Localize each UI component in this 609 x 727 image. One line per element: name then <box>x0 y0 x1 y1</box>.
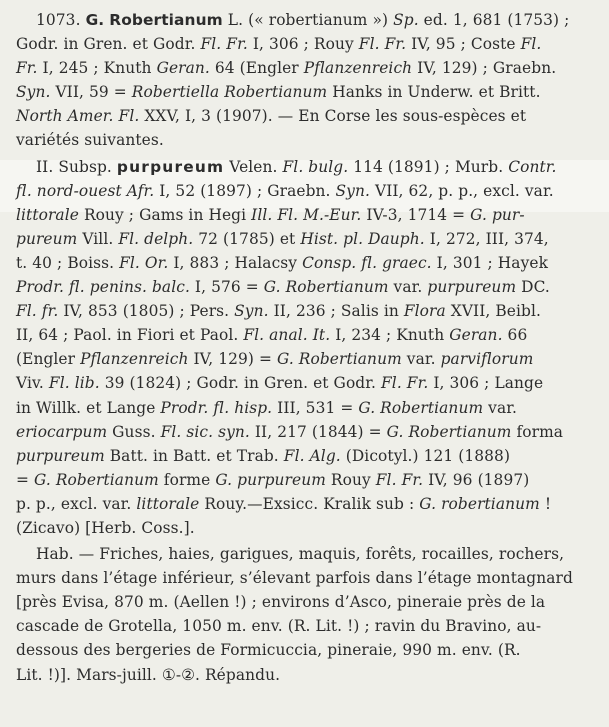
italic-citation: Syn. <box>335 181 370 200</box>
italic-citation: Prodr. fl. hisp. <box>160 398 273 417</box>
text-run: Godr. in Gren. et Godr. <box>16 35 201 54</box>
text-run: = <box>16 470 34 489</box>
text-run: Velen. <box>224 157 283 176</box>
text-line <box>16 396 605 420</box>
italic-citation: fl. nord-ouest Afr. <box>16 181 155 200</box>
italic-citation: Consp. fl. graec. <box>302 253 432 272</box>
text-run: I, 245 ; Knuth <box>37 59 157 78</box>
text-line <box>16 347 605 371</box>
text-run: IV, 95 ; Coste <box>406 35 521 54</box>
italic-citation: eriocarpum <box>16 422 108 441</box>
italic-citation: Pflanzenreich <box>80 350 189 369</box>
italic-citation: Fl. Or. <box>119 253 169 272</box>
text-run: I, 52 (1897) ; Graebn. <box>154 181 336 200</box>
text-run: I, 234 ; Knuth <box>330 326 450 345</box>
text-run: I, 301 ; Hayek <box>431 253 549 272</box>
text-run: 72 (1785) et <box>193 229 301 248</box>
text-run: p. p., excl. var. <box>16 494 137 513</box>
italic-citation: purpureum <box>16 446 105 465</box>
species-entry-paragraph <box>16 8 605 153</box>
text-run: II, 236 ; Salis in <box>268 302 404 321</box>
text-run: Vill. <box>77 229 119 248</box>
text-run: cascade de Grotella, 1050 m. env. (R. Lit. !) ; ravin du Bravino, au- <box>16 617 542 636</box>
italic-citation: Ill. Fl. M.-Eur. <box>251 205 362 224</box>
text-run: IV, 129) ; Graebn. <box>412 59 557 78</box>
italic-citation: Geran. <box>156 59 210 78</box>
entry-number: 1073. <box>36 11 81 29</box>
italic-citation: G. purpureum <box>215 470 326 489</box>
text-line <box>16 227 605 251</box>
text-run: VII, 59 = <box>50 83 132 102</box>
text-line <box>16 299 605 323</box>
text-run: I, 272, III, 374, <box>424 229 549 248</box>
entry-heading-line <box>16 8 605 32</box>
genus-abbr: G. <box>85 11 105 29</box>
habitat-paragraph <box>16 542 605 687</box>
text-run: IV-3, 1714 = <box>361 205 471 224</box>
text-run: XXV, I, 3 (1907). — En Corse les sous-espèces et <box>139 107 527 126</box>
original-spelling: (« robertianum ») <box>248 11 389 29</box>
subspecies-prefix: II. Subsp. <box>36 157 112 176</box>
text-line <box>16 104 605 128</box>
text-run: 39 (1824) ; Godr. in Gren. et Godr. <box>99 374 382 393</box>
italic-citation: littorale <box>136 494 200 513</box>
subspecies-name: purpureum <box>116 157 225 176</box>
text-run: II, 64 ; Paol. in Fiori et Paol. <box>16 326 244 345</box>
italic-citation: Hist. pl. Dauph. <box>300 229 425 248</box>
italic-citation: G. Robertianum <box>276 350 402 369</box>
italic-citation: littorale <box>16 205 79 224</box>
text-run: DC. <box>516 278 550 297</box>
text-run: Hanks in Underw. et Britt. <box>327 83 541 102</box>
text-run: t. 40 ; Boiss. <box>16 253 120 272</box>
entry-heading-rest <box>393 11 569 29</box>
text-line <box>16 638 605 662</box>
italic-citation: G. pur- <box>470 205 525 224</box>
italic-citation: Fl. bulg. <box>282 157 349 176</box>
text-run: IV, 853 (1805) ; Pers. <box>58 302 235 321</box>
italic-citation: Fl. anal. It. <box>243 326 331 345</box>
text-line <box>16 468 605 492</box>
text-line <box>16 179 605 203</box>
italic-citation: G. Robertianum <box>386 422 512 441</box>
text-line <box>16 590 605 614</box>
species-name: Robertianum <box>109 11 223 29</box>
text-run: Rouy ; Gams in Hegi <box>78 205 252 224</box>
text-line <box>16 516 605 540</box>
text-run: IV, 96 (1897) <box>423 470 530 489</box>
text-run: [près Evisa, 870 m. (Aellen !) ; environs d’Asco, pineraie près de la <box>16 593 546 612</box>
italic-citation: Fl. delph. <box>118 229 194 248</box>
text-line <box>16 275 605 299</box>
italic-citation: Fl. <box>520 35 542 54</box>
italic-citation: Flora <box>403 302 446 321</box>
subspecies-heading-rest <box>224 158 556 176</box>
text-run: var. <box>483 398 517 417</box>
italic-citation: G. Robertianum <box>263 278 389 297</box>
text-run: 66 <box>502 326 528 345</box>
italic-citation: G. robertianum <box>419 494 540 513</box>
italic-citation: Fl. Fr. <box>358 35 407 54</box>
text-line <box>16 128 605 152</box>
text-line <box>16 566 605 590</box>
text-run: (Dicotyl.) 121 (1888) <box>340 446 511 465</box>
text-run: var. <box>388 278 428 297</box>
text-line <box>16 56 605 80</box>
text-line <box>16 251 605 275</box>
text-run: III, 531 = <box>272 398 359 417</box>
text-run: 114 (1891) ; Murb. <box>348 157 509 176</box>
text-line <box>16 32 605 56</box>
italic-citation: North Amer. Fl. <box>16 107 140 126</box>
text-run: Hab. — Friches, haies, garigues, maquis, forêts, rocailles, rochers, <box>36 545 565 564</box>
text-run: II, 217 (1844) = <box>249 422 387 441</box>
text-line <box>16 203 605 227</box>
text-run: Lit. !)]. Mars-juill. ①-②. Répandu. <box>16 665 281 684</box>
text-line <box>16 444 605 468</box>
text-line <box>16 323 605 347</box>
italic-citation: G. Robertianum <box>358 398 484 417</box>
text-run: (Engler <box>16 350 81 369</box>
text-run: I, 306 ; Lange <box>428 374 544 393</box>
species-author: L. <box>227 11 244 29</box>
text-run: (Zicavo) [Herb. Coss.]. <box>16 518 195 537</box>
italic-citation: parviflorum <box>440 350 534 369</box>
text-line <box>16 420 605 444</box>
text-run: in Willk. et Lange <box>16 398 161 417</box>
italic-citation: Fl. fr. <box>16 302 59 321</box>
text-run: I, 306 ; Rouy <box>247 35 359 54</box>
italic-citation: Fl. Fr. <box>200 35 248 54</box>
text-run: Guss. <box>107 422 161 441</box>
text-run: forma <box>511 422 564 441</box>
italic-citation: Fl. Alg. <box>283 446 341 465</box>
text-run: XVII, Beibl. <box>445 302 541 321</box>
text-line <box>16 614 605 638</box>
italic-citation: Syn. <box>234 302 269 321</box>
text-run: I, 576 = <box>189 278 264 297</box>
italic-citation: G. Robertianum <box>34 470 159 489</box>
text-line <box>16 371 605 395</box>
subspecies-heading-line <box>16 155 605 179</box>
text-run: I, 883 ; Halacsy <box>168 253 303 272</box>
italic-citation: Fl. Fr. <box>381 374 429 393</box>
text-run: ! <box>539 494 552 513</box>
italic-citation: Syn. <box>16 83 51 102</box>
text-line <box>16 80 605 104</box>
italic-citation: Fl. sic. syn. <box>160 422 250 441</box>
text-run: VII, 62, p. p., excl. var. <box>369 181 554 200</box>
text-line <box>16 542 605 566</box>
text-run: 64 (Engler <box>209 59 304 78</box>
subspecies-paragraph <box>16 155 605 541</box>
italic-citation: Contr. <box>508 157 557 176</box>
italic-citation: Sp. <box>393 11 419 29</box>
text-run: IV, 129) = <box>188 350 277 369</box>
italic-citation: purpureum <box>427 278 517 297</box>
italic-citation: Fl. Fr. <box>375 470 424 489</box>
italic-citation: Geran. <box>449 326 503 345</box>
text-run: Viv. <box>16 374 49 393</box>
italic-citation: Prodr. fl. penins. balc. <box>16 278 190 297</box>
italic-citation: Robertiella Robertianum <box>131 83 328 102</box>
italic-citation: Fr. <box>16 59 38 78</box>
text-run: ed. 1, 681 (1753) ; <box>418 11 570 29</box>
text-run: murs dans l’étage inférieur, s’élevant parfois dans l’étage montagnard <box>16 569 573 588</box>
text-run: forme <box>158 470 216 489</box>
text-run: Rouy <box>325 470 376 489</box>
text-run: var. <box>401 350 441 369</box>
italic-citation: Fl. lib. <box>48 374 100 393</box>
text-line <box>16 663 605 687</box>
italic-citation: pureum <box>16 229 78 248</box>
text-run: variétés suivantes. <box>16 131 164 150</box>
text-run: Batt. in Batt. et Trab. <box>104 446 284 465</box>
text-run: Rouy.—Exsicc. Kralik sub : <box>199 494 420 513</box>
text-line <box>16 492 605 516</box>
italic-citation: Pflanzenreich <box>303 59 413 78</box>
text-run: dessous des bergeries de Formicuccia, pineraie, 990 m. env. (R. <box>16 641 521 660</box>
